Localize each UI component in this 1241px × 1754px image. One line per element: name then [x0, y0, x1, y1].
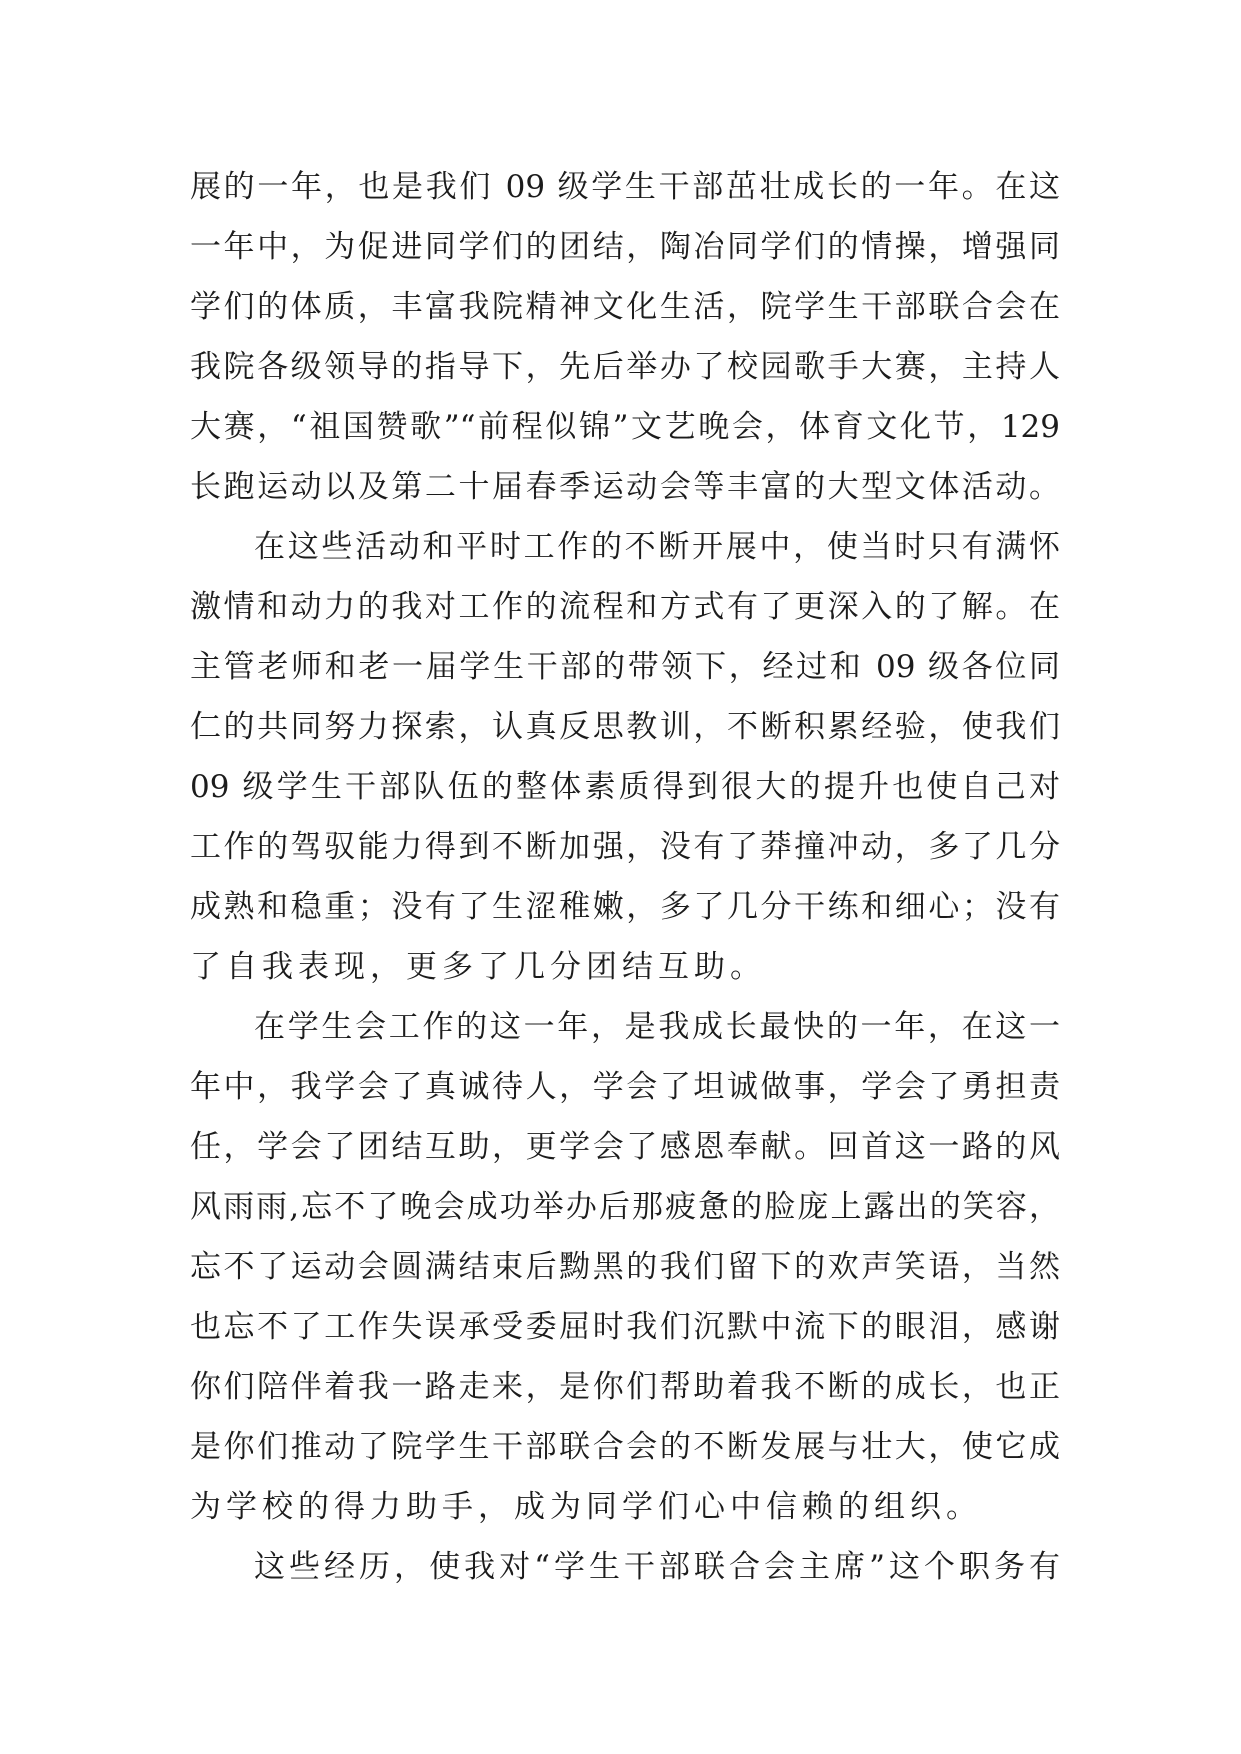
paragraph: [190, 997, 1060, 1537]
text-line: 是你们推动了院学生干部联合会的不断发展与壮大，使它成: [190, 1429, 1060, 1465]
text-line: 09 级学生干部队伍的整体素质得到很大的提升也使自己对: [190, 769, 1060, 805]
text-line: 忘不了运动会圆满结束后黝黑的我们留下的欢声笑语，当然: [190, 1249, 1060, 1285]
text-line: 长跑运动以及第二十届春季运动会等丰富的大型文体活动。: [190, 469, 1060, 505]
text-line: 工作的驾驭能力得到不断加强，没有了莽撞冲动，多了几分: [190, 829, 1060, 865]
text-line: 任，学会了团结互助，更学会了感恩奉献。回首这一路的风: [190, 1129, 1060, 1165]
text-line: 在这些活动和平时工作的不断开展中，使当时只有满怀: [254, 529, 1060, 565]
text-line: 仁的共同努力探索，认真反思教训，不断积累经验，使我们: [190, 709, 1060, 745]
text-line: 也忘不了工作失误承受委屈时我们沉默中流下的眼泪，感谢: [190, 1309, 1060, 1345]
text-line: 你们陪伴着我一路走来，是你们帮助着我不断的成长，也正: [190, 1369, 1060, 1405]
text-line: 这些经历，使我对“学生干部联合会主席”这个职务有: [254, 1549, 1060, 1585]
text-line: 了自我表现，更多了几分团结互助。: [190, 949, 766, 985]
text-line: 在学生会工作的这一年，是我成长最快的一年，在这一: [254, 1009, 1060, 1045]
text-line: 激情和动力的我对工作的流程和方式有了更深入的了解。在: [190, 589, 1060, 625]
text-line: 为学校的得力助手，成为同学们心中信赖的组织。: [190, 1489, 982, 1525]
text-line: 风雨雨,忘不了晚会成功举办后那疲惫的脸庞上露出的笑容，: [190, 1189, 1060, 1225]
text-line: 主管老师和老一届学生干部的带领下，经过和 09 级各位同: [190, 649, 1060, 685]
text-line: 学们的体质，丰富我院精神文化生活，院学生干部联合会在: [190, 289, 1060, 325]
text-line: 年中，我学会了真诚待人，学会了坦诚做事，学会了勇担责: [190, 1069, 1060, 1105]
text-line: 一年中，为促进同学们的团结，陶冶同学们的情操，增强同: [190, 229, 1060, 265]
paragraph: [190, 1537, 1060, 1597]
text-line: 成熟和稳重；没有了生涩稚嫩，多了几分干练和细心；没有: [190, 889, 1060, 925]
paragraph: [190, 157, 1060, 517]
document-body: [190, 157, 1060, 1597]
paragraph: [190, 517, 1060, 997]
text-line: 我院各级领导的指导下，先后举办了校园歌手大赛，主持人: [190, 349, 1060, 385]
text-line: 大赛，“祖国赞歌”“前程似锦”文艺晚会，体育文化节，129: [190, 409, 1060, 445]
text-line: 展的一年，也是我们 09 级学生干部茁壮成长的一年。在这: [190, 169, 1060, 205]
